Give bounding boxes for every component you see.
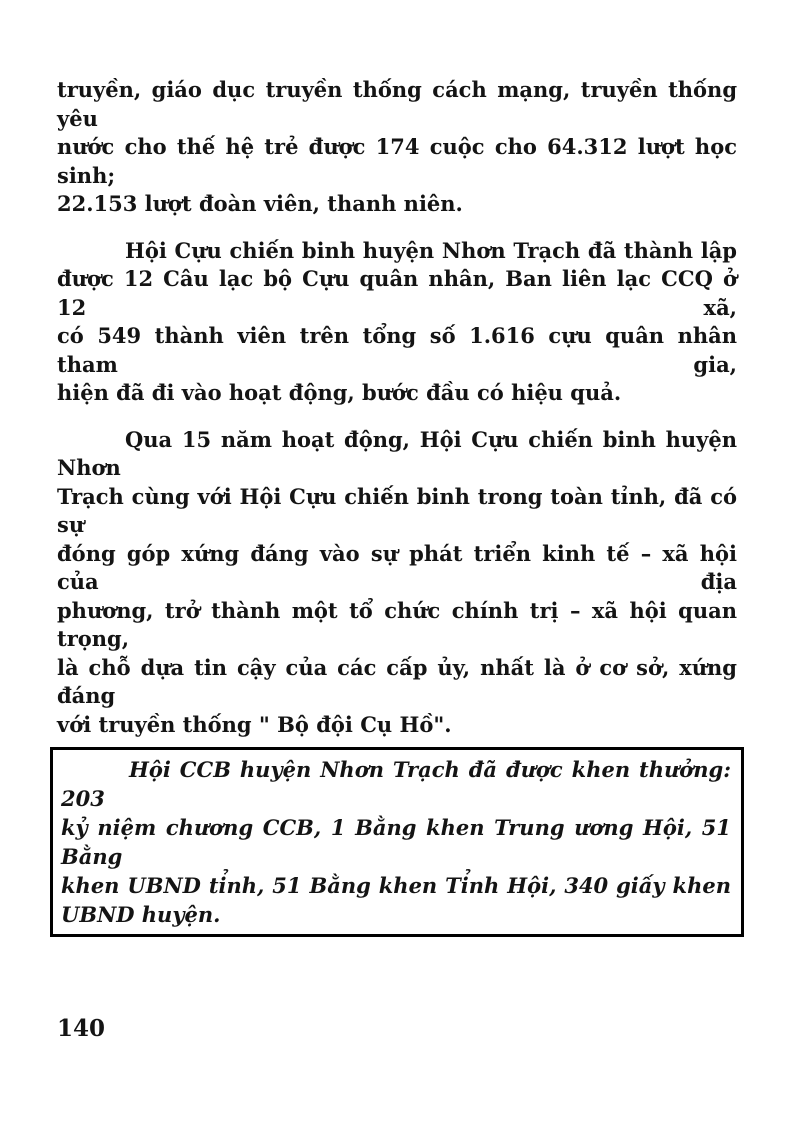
text-line: đóng góp xứng đáng vào sự phát triển kinh tế – xã hội của địa: [57, 540, 737, 594]
text-line: khen UBND tỉnh, 51 Bằng khen Tỉnh Hội, 340 giấy khen: [61, 873, 731, 898]
text-line: Hội Cựu chiến binh huyện Nhơn Trạch đã thành lập: [125, 237, 737, 263]
text-line: được 12 Câu lạc bộ Cựu quân nhân, Ban liên lạc CCQ ở 12 xã,: [57, 266, 737, 320]
text-line: có 549 thành viên trên tổng số 1.616 cựu quân nhân tham gia,: [57, 323, 737, 377]
text-line: UBND huyện.: [61, 902, 221, 927]
text-line: là chỗ dựa tin cậy của các cấp ủy, nhất là ở cơ sở, xứng đáng: [57, 654, 737, 708]
text-line: phương, trở thành một tổ chức chính trị – xã hội quan trọng,: [57, 597, 737, 651]
text-line: Qua 15 năm hoạt động, Hội Cựu chiến binh huyện Nhơn: [57, 426, 737, 480]
boxed-note: [50, 747, 744, 937]
text-line: hiện đã đi vào hoạt động, bước đầu có hiệu quả.: [57, 380, 622, 405]
text-line: 22.153 lượt đoàn viên, thanh niên.: [57, 191, 463, 216]
paragraph: [57, 426, 737, 740]
text-line: kỷ niệm chương CCB, 1 Bằng khen Trung ương Hội, 51 Bằng: [61, 815, 731, 869]
paragraph: [61, 755, 731, 929]
text-line: truyền, giáo dục truyền thống cách mạng, truyền thống yêu: [57, 77, 737, 131]
text-line: Trạch cùng với Hội Cựu chiến binh trong toàn tỉnh, đã có sự: [57, 483, 737, 537]
body-paragraphs: [57, 76, 737, 739]
page-number: 140: [57, 1015, 106, 1042]
text-line: Hội CCB huyện Nhơn Trạch đã được khen thưởng: 203: [61, 757, 731, 811]
text-line: nước cho thế hệ trẻ được 174 cuộc cho 64.312 lượt học sinh;: [57, 134, 737, 188]
text-line: với truyền thống " Bộ đội Cụ Hồ".: [57, 711, 452, 737]
paragraph: [57, 76, 737, 219]
paragraph: [57, 237, 737, 408]
text-content: [57, 76, 737, 937]
